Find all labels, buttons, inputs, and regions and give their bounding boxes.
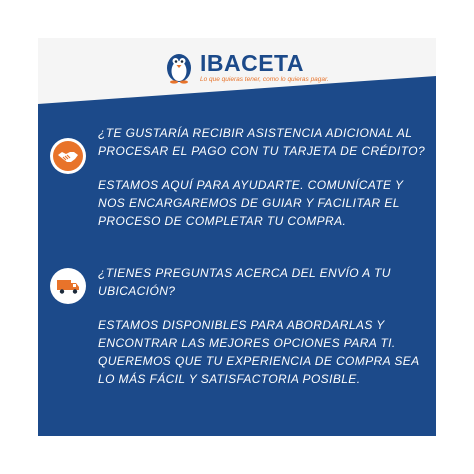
handshake-icon-badge (50, 138, 86, 174)
delivery-truck-icon (52, 270, 84, 302)
brand-logo (162, 48, 329, 90)
section-text (98, 264, 428, 388)
section-answer: ESTAMOS AQUÍ PARA AYUDARTE. COMUNÍCATE Y NOS ENCARGAREMOS DE GUIAR Y FACILITAR EL PROCESO DE COMPLETAR TU COMPRA. (98, 178, 404, 228)
section-question: ¿TE GUSTARÍA RECIBIR ASISTENCIA ADICIONAL AL PROCESAR EL PAGO CON TU TARJETA DE CRÉDITO? (98, 126, 426, 158)
section-shipping (50, 264, 430, 424)
brand-tagline: Lo que quieras tener, como lo quieras pagar. (200, 76, 329, 83)
handshake-icon (52, 140, 84, 172)
section-question: ¿TIENES PREGUNTAS ACERCA DEL ENVÍO A TU UBICACIÓN? (98, 266, 391, 298)
penguin-mascot-icon (162, 48, 196, 84)
delivery-truck-icon-badge (50, 268, 86, 304)
section-text (98, 124, 428, 230)
section-payment-assistance (50, 124, 430, 244)
brand-name: IBACETA (200, 50, 305, 76)
section-answer: ESTAMOS DISPONIBLES PARA ABORDARLAS Y ENCONTRAR LAS MEJORES OPCIONES PARA TI. QUEREMOS QUE TU EXPERIENCIA DE COMPRA SEA LO MÁS FÁCIL Y SATISFACTORIA POSIBLE. (98, 318, 420, 386)
info-card (38, 38, 436, 436)
